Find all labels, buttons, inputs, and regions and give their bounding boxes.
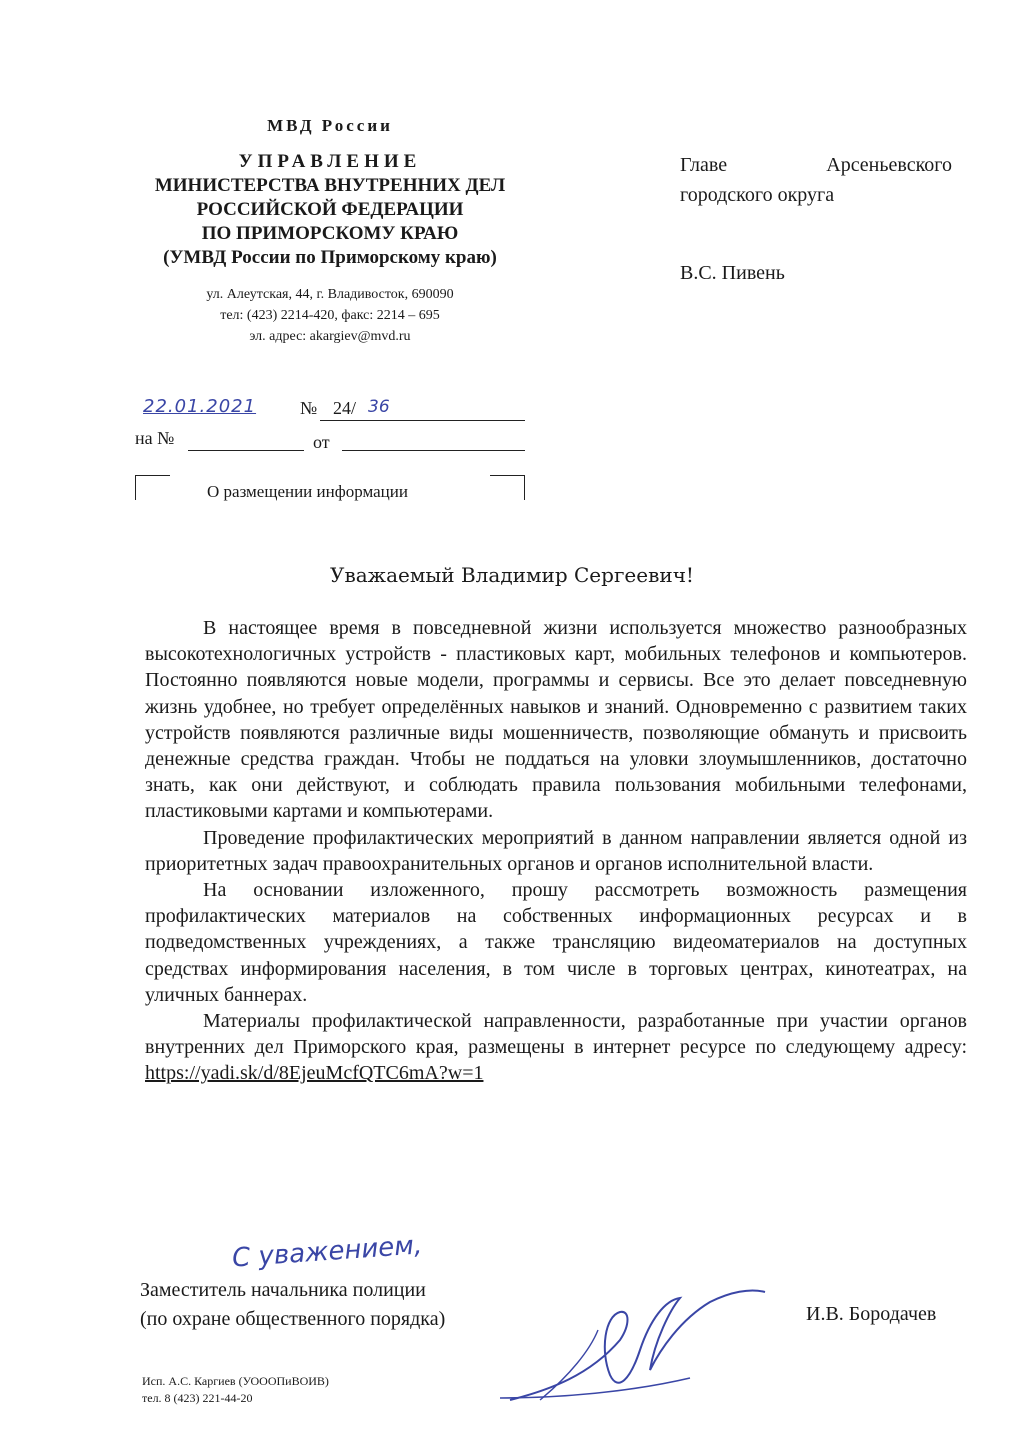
subject-text: О размещении информации	[207, 482, 408, 501]
executor-block	[142, 1373, 329, 1407]
sender-address: ул. Алеутская, 44, г. Владивосток, 690090	[206, 287, 454, 302]
reply-reference-line	[135, 428, 525, 454]
executor-phone: тел. 8 (423) 221-44-20	[142, 1391, 253, 1405]
signer-position	[140, 1276, 445, 1334]
recipient-name: В.С. Пивень	[680, 262, 785, 284]
signer-position-line-1: Заместитель начальника полиции	[140, 1279, 426, 1301]
signer-name: И.В. Бородачев	[806, 1303, 937, 1325]
department-line-1: УПРАВЛЕНИЕ	[238, 151, 422, 172]
reply-number-underline	[188, 450, 304, 451]
sender-address-block	[150, 284, 510, 347]
department-line-2: МИНИСТЕРСТВА ВНУТРЕННИХ ДЕЛ	[154, 175, 506, 196]
department-line-4: ПО ПРИМОРСКОМУ КРАЮ	[201, 223, 459, 244]
handwritten-signature	[480, 1280, 780, 1410]
signer-position-line-2: (по охране общественного порядка)	[140, 1308, 446, 1330]
handwritten-closing: С уважением,	[231, 1230, 424, 1274]
handwritten-number: 36	[368, 397, 390, 417]
number-value: 24/	[333, 398, 357, 418]
subject-bracket-right	[490, 475, 525, 500]
reply-date-label: от	[313, 432, 330, 452]
letter-body	[145, 615, 967, 1087]
body-paragraph-4	[145, 1008, 967, 1087]
materials-link[interactable]: https://yadi.sk/d/8EjeuMcfQTC6mA?w=1	[145, 1062, 484, 1085]
executor-name: Исп. А.С. Каргиев (УОООПиВОИВ)	[142, 1374, 329, 1388]
subject-block	[135, 475, 525, 511]
department-block	[130, 150, 530, 270]
sender-email: эл. адрес: akargiev@mvd.ru	[249, 329, 411, 344]
handwritten-date: 22.01.2021	[143, 396, 257, 417]
salutation: Уважаемый Владимир Сергеевич!	[330, 563, 694, 587]
body-paragraph-2: Проведение профилактических мероприятий в данном направлении является одной из приоритетных задач правоохранительных органов и органов исполнительной власти.	[145, 826, 967, 875]
number-underline	[320, 420, 525, 421]
number-label: №	[300, 398, 318, 418]
reply-number-label: на №	[135, 428, 175, 448]
recipient-line-2: городского округа	[680, 184, 835, 206]
recipient-block	[680, 150, 952, 210]
recipient-line-1: Главе Арсеньевского	[680, 154, 952, 176]
body-paragraph-4-text: Материалы профилактической направленности, разработанные при участии органов внутренних дел Приморского края, размещены в интернет ресурсе по следующему адресу:	[145, 1010, 967, 1059]
body-paragraph-3: На основании изложенного, прошу рассмотреть возможность размещения профилактических материалов на собственных информационных ресурсах и в подведомственных учреждениях, а также трансляцию видеоматериалов на доступных средствах информирования населения, в том числе в торговых центрах, кинотеатрах, на уличных баннерах.	[145, 879, 967, 1006]
sender-phone: тел: (423) 2214-420, факс: 2214 – 695	[220, 308, 440, 323]
department-line-3: РОССИЙСКОЙ ФЕДЕРАЦИИ	[196, 199, 464, 220]
body-paragraph-1: В настоящее время в повседневной жизни используется множество разнообразных высокотехнологичных устройств - пластиковых карт, мобильных телефонов и компьютеров. Постоянно появляются новые модели, программы и сервисы. Все это делает повседневную жизнь удобнее, но требует определённых навыков и знаний. Одновременно с развитием таких устройств появляются различные виды мошенничеств, позволяющие обмануть и присвоить денежные средства граждан. Чтобы не поддаться на уловки злоумышленников, достаточно знать, как они действуют, и соблюдать правила пользования мобильными телефонами, пластиковыми картами и компьютерами.	[145, 617, 967, 823]
reply-date-underline	[342, 450, 525, 451]
department-short-name: (УМВД России по Приморскому краю)	[163, 247, 497, 268]
ministry-name: МВД России	[267, 116, 393, 135]
registration-line	[135, 398, 525, 424]
subject-bracket-left	[135, 475, 170, 500]
